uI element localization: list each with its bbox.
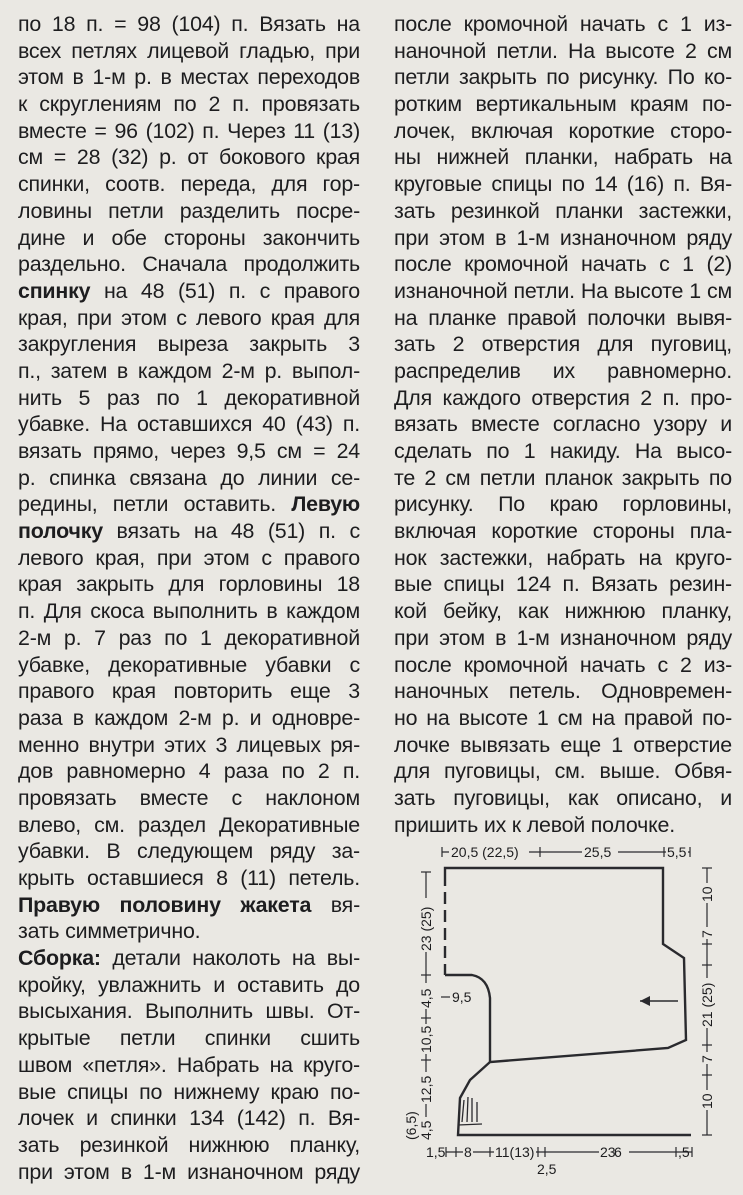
line-text: убавке, декоративные убавки с: [18, 652, 360, 677]
line-text: раза в каждом 2-м р. и одновре-: [18, 705, 360, 730]
line-text: закругления выреза закрыть 3: [18, 332, 360, 357]
dim-bottom-5: 23: [600, 1144, 616, 1160]
line-text: круговые спицы по 14 (16) п. Вя-: [394, 172, 732, 197]
line-text: провязать вместе с наклоном: [18, 785, 360, 810]
line-text: кройку, увлажнить и оставить до: [18, 972, 360, 997]
line-text: кой бейку, как нижнюю планку,: [394, 599, 732, 624]
dim-bottom-2: 8: [464, 1144, 472, 1160]
line-text: для пуговицы, см. выше. Обвя-: [394, 759, 732, 784]
line-text: по 18 п. = 98 (104) п. Вязать на: [18, 12, 360, 36]
line-text: к скруглениям по 2 п. провязать: [18, 92, 360, 117]
line-text: убавки. В следующем ряду за-: [18, 839, 360, 864]
line-text: на 48 (51) п. с правого: [90, 278, 360, 303]
line-text: зать симметрично.: [18, 919, 201, 944]
line-text: зать резинкой планки застежки,: [394, 198, 732, 223]
line-text: нок застежки, набрать на круго-: [394, 545, 732, 570]
line-text: лочек и спинки 134 (142) п. Вя-: [18, 1106, 360, 1131]
line-text: края закрыть для горловины 18: [18, 572, 360, 597]
line-text: зать резинкой нижнюю планку,: [18, 1132, 360, 1157]
line-text: после кромочной начать с 1 из-: [394, 12, 732, 36]
line-text: дов равномерно 4 раза по 2 п.: [18, 759, 360, 784]
dim-right-4: 7: [699, 1055, 715, 1063]
line-text: после кромочной начать с 1 (2): [394, 252, 732, 277]
line-text: включая короткие стороны пла-: [394, 519, 732, 544]
ribbing-mark: [458, 1097, 482, 1125]
line-text: ловины петли разделить посре-: [18, 198, 360, 223]
line-text: см = 28 (32) р. от бокового края: [18, 145, 360, 170]
dim-left-4: 12,5: [418, 1075, 434, 1103]
line-text: р. спинка связана до линии се-: [18, 465, 360, 490]
line-text: швом «петля». Набрать на круго-: [18, 1052, 360, 1077]
bold-heading: спинку: [18, 278, 91, 303]
line-text: убавке. На оставшихся 40 (43) п.: [18, 412, 360, 437]
line-text: зать 2 отверстия для пуговиц,: [394, 332, 732, 357]
line-text: на планке правой полочки вывя-: [394, 305, 732, 330]
dim-bottom-4: 2,5: [537, 1161, 557, 1177]
dim-bottom-3: 11(13): [495, 1144, 535, 1160]
line-text: правого края повторить еще 3: [18, 679, 360, 704]
dim-right-1: 10: [699, 886, 715, 902]
line-text: наночных петель. Одновремен-: [394, 679, 732, 704]
line-text: изнаночной петли. На высоте 1 см: [394, 278, 732, 303]
line-text: влево, см. раздел Декоративные: [18, 812, 360, 837]
line-text: лочек, включая короткие сторо-: [394, 118, 732, 143]
line-text: п., затем в каждом 2-м р. выпол-: [18, 358, 360, 383]
line-text: крытые петли спинки сшить: [18, 1026, 360, 1051]
dim-top-3: 5,5: [667, 844, 687, 860]
direction-arrow: [640, 996, 678, 1006]
line-text: зать пуговицы, как описано, и: [394, 785, 732, 810]
dim-top-1: 20,5 (22,5): [451, 844, 519, 860]
line-text: левого края, при этом с правого: [18, 545, 360, 570]
line-text: вязать прямо, через 9,5 см = 24: [18, 439, 360, 463]
line-text: при этом в 1-м изнаночном ряду: [394, 225, 732, 250]
line-text: п. Для скоса выполнить в каждом: [18, 599, 360, 624]
line-text: ны нижней планки, набрать на: [394, 145, 732, 170]
line-text: этом в 1-м р. в местах переходов: [18, 65, 360, 90]
line-text: пришить их к левой полочке.: [394, 812, 675, 837]
line-text: но на высоте 1 см на правой по-: [394, 705, 732, 730]
line-text: вместе = 96 (102) п. Через 11 (13): [18, 118, 360, 143]
bottom-dimension-labels: [425, 1144, 690, 1177]
dim-left-2: 4,5: [418, 988, 434, 1008]
line-text: ротким вертикальным краям по-: [394, 92, 732, 117]
dim-right-5: 10: [699, 1093, 715, 1109]
line-text: дине и обе стороны закончить: [18, 225, 360, 250]
line-text: крыть оставшиеся 8 (11) петель.: [18, 866, 360, 890]
line-text: детали наколоть на вы-: [100, 946, 360, 971]
line-text: спинки, соотв. переда, для гор-: [18, 172, 360, 197]
line-text: лочке вывязать еще 1 отверстие: [394, 732, 732, 757]
bold-heading: Правую половину жакета: [18, 892, 312, 917]
line-text: края, при этом с левого края для: [18, 305, 360, 330]
dim-right-2: 7: [699, 930, 715, 938]
line-text: Для каждого отверстия 2 п. про-: [394, 385, 732, 410]
dim-left-3: 10,5: [418, 1025, 434, 1053]
line-text: вязать на 48 (51) п. с: [102, 519, 360, 544]
line-text: менно внутри этих 3 лицевых ря-: [18, 732, 360, 757]
bold-heading: полочку: [18, 519, 103, 544]
left-dimension-labels: [403, 898, 434, 1141]
line-text: сделать по 1 накиду. На высо-: [394, 439, 732, 463]
line-text: петли закрыть по рисунку. По ко-: [394, 65, 732, 90]
line-text: при этом в 1-м изнаночном ряду: [18, 1159, 360, 1184]
dim-inner: 9,5: [452, 989, 472, 1005]
line-text: раздельно. Сначала продолжить: [18, 252, 360, 277]
line-text: редины, петли оставить.: [18, 492, 292, 517]
line-text: вые спицы 124 п. Вязать резин-: [394, 572, 732, 597]
line-text: распределив их равномерно.: [394, 358, 732, 383]
line-text: рисунку. По краю горловины,: [394, 492, 732, 517]
line-text: высыхания. Выполнить швы. От-: [18, 999, 360, 1024]
line-text: те 2 см петли планок закрыть по: [394, 465, 732, 490]
line-text: после кромочной начать с 2 из-: [394, 652, 732, 677]
line-text: всех петлях лицевой гладью, при: [18, 38, 360, 63]
dim-left-6: (6,5): [403, 1111, 419, 1140]
line-text: вязать вместе согласно узору и: [394, 412, 732, 437]
line-text: 2-м р. 7 раз по 1 декоративной: [18, 625, 360, 650]
dim-right-3: 21 (25): [699, 982, 715, 1027]
line-text: нить 5 раз по 1 декоративной: [18, 385, 360, 410]
dim-left-1: 23 (25): [418, 906, 434, 951]
bold-heading: Левую: [291, 492, 360, 517]
line-text: наночной петли. На высоте 2 см: [394, 38, 732, 63]
dim-left-5: 4,5: [418, 1120, 434, 1140]
dim-top-2: 25,5: [584, 844, 612, 860]
bold-heading: Сборка:: [18, 946, 101, 971]
dim-bottom-6: 6: [614, 1144, 622, 1160]
line-text: вые спицы по нижнему краю по-: [18, 1079, 360, 1104]
dim-bottom-7: ,5: [678, 1144, 690, 1160]
line-text: при этом в 1-м изнаночном ряду: [394, 625, 732, 650]
dim-bottom-1: 1,5: [426, 1144, 446, 1160]
line-text: вя-: [311, 892, 360, 917]
